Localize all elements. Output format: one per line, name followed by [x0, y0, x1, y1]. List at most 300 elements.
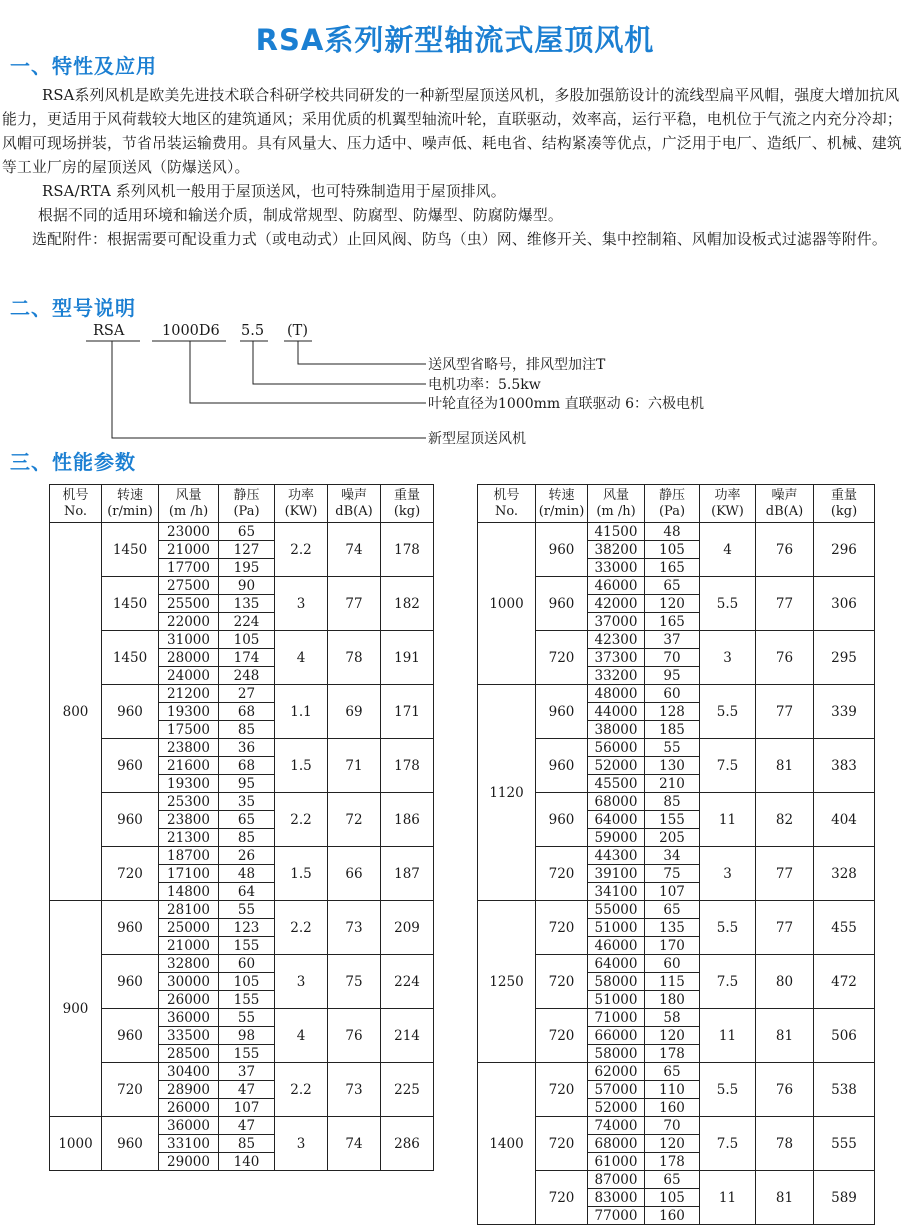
cell-weight: 383: [814, 739, 875, 793]
cell-airflow: 57000: [588, 1081, 645, 1099]
header-pressure-unit: (Pa): [233, 503, 260, 519]
cell-airflow: 52000: [588, 757, 645, 775]
cell-pressure: 105: [645, 1189, 700, 1207]
cell-airflow: 24000: [159, 667, 219, 685]
cell-pressure: 115: [645, 973, 700, 991]
cell-airflow: 71000: [588, 1009, 645, 1027]
cell-speed: 960: [536, 793, 588, 847]
cell-power: 2.2: [275, 1063, 328, 1117]
header-power-unit: (KW): [284, 503, 318, 519]
paragraph-types: 根据不同的适用环境和输送介质，制成常规型、防腐型、防爆型、防腐防爆型。: [38, 207, 563, 224]
cell-pressure: 127: [219, 541, 275, 559]
cell-pressure: 85: [645, 793, 700, 811]
cell-speed: 720: [102, 847, 159, 901]
cell-pressure: 34: [645, 847, 700, 865]
cell-noise: 73: [328, 901, 381, 955]
cell-pressure: 123: [219, 919, 275, 937]
header-pressure: [645, 485, 700, 523]
cell-airflow: 32800: [159, 955, 219, 973]
cell-model-no: 800: [50, 523, 102, 901]
cell-noise: 74: [328, 523, 381, 577]
cell-noise: 77: [756, 847, 814, 901]
cell-noise: 78: [756, 1117, 814, 1171]
cell-airflow: 27500: [159, 577, 219, 595]
cell-airflow: 51000: [588, 919, 645, 937]
cell-model-no: 900: [50, 901, 102, 1117]
cell-speed: 720: [536, 955, 588, 1009]
model-token-series: RSA: [93, 323, 125, 339]
cell-pressure: 155: [219, 1045, 275, 1063]
table-row: [478, 901, 875, 919]
cell-pressure: 130: [645, 757, 700, 775]
cell-weight: 295: [814, 631, 875, 685]
cell-model-no: 1000: [478, 523, 536, 685]
header-airflow-unit: (m /h): [596, 503, 636, 519]
cell-airflow: 83000: [588, 1189, 645, 1207]
cell-airflow: 21600: [159, 757, 219, 775]
header-power: [275, 485, 328, 523]
model-desc-power: 电机功率：5.5kw: [428, 377, 541, 393]
table-row: [50, 577, 434, 595]
features-text: [2, 84, 908, 252]
cell-airflow: 38000: [588, 721, 645, 739]
header-speed-unit: (r/min): [107, 503, 153, 519]
cell-airflow: 25300: [159, 793, 219, 811]
cell-noise: 77: [328, 577, 381, 631]
cell-airflow: 42300: [588, 631, 645, 649]
cell-power: 3: [700, 847, 756, 901]
cell-airflow: 18700: [159, 847, 219, 865]
cell-airflow: 21200: [159, 685, 219, 703]
header-power-label: 功率: [287, 487, 314, 503]
cell-airflow: 21300: [159, 829, 219, 847]
cell-airflow: 77000: [588, 1207, 645, 1225]
header-weight: [381, 485, 434, 523]
cell-model-no: 1400: [478, 1063, 536, 1225]
cell-weight: 225: [381, 1063, 434, 1117]
header-speed: [102, 485, 159, 523]
cell-power: 7.5: [700, 739, 756, 793]
cell-airflow: 48000: [588, 685, 645, 703]
cell-pressure: 185: [645, 721, 700, 739]
cell-airflow: 36000: [159, 1009, 219, 1027]
cell-pressure: 110: [645, 1081, 700, 1099]
table-row: [50, 739, 434, 757]
cell-airflow: 59000: [588, 829, 645, 847]
cell-pressure: 68: [219, 757, 275, 775]
header-noise-unit: dB(A): [765, 503, 804, 519]
cell-weight: 472: [814, 955, 875, 1009]
cell-airflow: 29000: [159, 1153, 219, 1171]
cell-power: 7.5: [700, 1117, 756, 1171]
header-speed-unit: (r/min): [538, 503, 585, 519]
cell-noise: 76: [756, 631, 814, 685]
cell-noise: 76: [756, 523, 814, 577]
cell-airflow: 41500: [588, 523, 645, 541]
cell-airflow: 61000: [588, 1153, 645, 1171]
table-header-row: [50, 485, 434, 523]
cell-airflow: 87000: [588, 1171, 645, 1189]
cell-power: 1.5: [275, 847, 328, 901]
header-weight: [814, 485, 875, 523]
cell-model-no: 1000: [50, 1117, 102, 1171]
header-power-label: 功率: [714, 487, 741, 503]
cell-weight: 187: [381, 847, 434, 901]
cell-airflow: 62000: [588, 1063, 645, 1081]
header-pressure-label: 静压: [658, 487, 685, 503]
cell-pressure: 55: [219, 901, 275, 919]
cell-airflow: 22000: [159, 613, 219, 631]
cell-pressure: 128: [645, 703, 700, 721]
cell-airflow: 30400: [159, 1063, 219, 1081]
cell-speed: 960: [536, 577, 588, 631]
cell-pressure: 165: [645, 613, 700, 631]
cell-pressure: 95: [645, 667, 700, 685]
cell-airflow: 52000: [588, 1099, 645, 1117]
header-no-label: 机号: [62, 487, 89, 503]
paragraph-accessories: 选配附件：根据需要可配设重力式（或电动式）止回风阀、防鸟（虫）网、维修开关、集中控制箱、风帽加设板式过滤器等附件。: [32, 231, 887, 248]
cell-pressure: 135: [219, 595, 275, 613]
cell-airflow: 28100: [159, 901, 219, 919]
model-desc-series: 新型屋顶送风机: [428, 431, 526, 447]
cell-pressure: 155: [645, 811, 700, 829]
cell-power: 3: [275, 577, 328, 631]
cell-power: 11: [700, 793, 756, 847]
cell-power: 4: [275, 631, 328, 685]
header-airflow: [159, 485, 219, 523]
table-row: [478, 955, 875, 973]
cell-power: 5.5: [700, 685, 756, 739]
cell-weight: 191: [381, 631, 434, 685]
cell-pressure: 65: [645, 1171, 700, 1189]
cell-pressure: 60: [645, 955, 700, 973]
cell-pressure: 47: [219, 1081, 275, 1099]
cell-noise: 81: [756, 739, 814, 793]
cell-pressure: 195: [219, 559, 275, 577]
cell-airflow: 64000: [588, 811, 645, 829]
cell-weight: 209: [381, 901, 434, 955]
cell-pressure: 75: [645, 865, 700, 883]
cell-pressure: 140: [219, 1153, 275, 1171]
table-row: [50, 847, 434, 865]
cell-pressure: 107: [645, 883, 700, 901]
cell-noise: 81: [756, 1009, 814, 1063]
cell-power: 4: [700, 523, 756, 577]
cell-pressure: 26: [219, 847, 275, 865]
cell-airflow: 28000: [159, 649, 219, 667]
cell-speed: 960: [102, 1117, 159, 1171]
model-desc-type: 送风型省略号，排风型加注T: [428, 357, 606, 373]
cell-speed: 960: [102, 685, 159, 739]
cell-speed: 960: [102, 793, 159, 847]
model-token-size: 1000D6: [162, 323, 220, 339]
model-token-power: 5.5: [241, 323, 265, 339]
cell-noise: 76: [328, 1009, 381, 1063]
cell-pressure: 120: [645, 1135, 700, 1153]
cell-speed: 720: [536, 1063, 588, 1117]
cell-pressure: 65: [219, 523, 275, 541]
cell-airflow: 23800: [159, 739, 219, 757]
cell-noise: 81: [756, 1171, 814, 1225]
cell-pressure: 85: [219, 1135, 275, 1153]
cell-weight: 186: [381, 793, 434, 847]
cell-speed: 1450: [102, 631, 159, 685]
cell-pressure: 27: [219, 685, 275, 703]
header-power: [700, 485, 756, 523]
cell-speed: 720: [536, 1117, 588, 1171]
header-weight-unit: (kg): [393, 503, 421, 519]
cell-pressure: 170: [645, 937, 700, 955]
cell-airflow: 46000: [588, 577, 645, 595]
header-no: [50, 485, 102, 523]
cell-weight: 404: [814, 793, 875, 847]
cell-noise: 69: [328, 685, 381, 739]
cell-airflow: 37000: [588, 613, 645, 631]
cell-airflow: 58000: [588, 973, 645, 991]
cell-power: 2.2: [275, 523, 328, 577]
cell-pressure: 48: [219, 865, 275, 883]
cell-pressure: 85: [219, 829, 275, 847]
cell-noise: 80: [756, 955, 814, 1009]
table-row: [50, 1063, 434, 1081]
table-row: [478, 1009, 875, 1027]
table-row: [478, 1171, 875, 1189]
header-noise: [756, 485, 814, 523]
cell-pressure: 47: [219, 1117, 275, 1135]
cell-noise: 73: [328, 1063, 381, 1117]
table-row: [478, 577, 875, 595]
cell-airflow: 56000: [588, 739, 645, 757]
cell-speed: 960: [102, 1009, 159, 1063]
cell-noise: 77: [756, 685, 814, 739]
cell-weight: 296: [814, 523, 875, 577]
cell-power: 1.1: [275, 685, 328, 739]
cell-power: 3: [275, 955, 328, 1009]
cell-weight: 328: [814, 847, 875, 901]
cell-pressure: 58: [645, 1009, 700, 1027]
cell-weight: 224: [381, 955, 434, 1009]
cell-airflow: 74000: [588, 1117, 645, 1135]
cell-weight: 506: [814, 1009, 875, 1063]
cell-power: 11: [700, 1009, 756, 1063]
cell-pressure: 160: [645, 1207, 700, 1225]
cell-pressure: 64: [219, 883, 275, 901]
table-row: [478, 685, 875, 703]
cell-pressure: 107: [219, 1099, 275, 1117]
cell-power: 11: [700, 1171, 756, 1225]
cell-pressure: 105: [219, 631, 275, 649]
cell-airflow: 33500: [159, 1027, 219, 1045]
cell-airflow: 31000: [159, 631, 219, 649]
cell-pressure: 65: [645, 577, 700, 595]
table-row: [478, 793, 875, 811]
cell-weight: 589: [814, 1171, 875, 1225]
cell-airflow: 30000: [159, 973, 219, 991]
cell-noise: 74: [328, 1117, 381, 1171]
cell-weight: 455: [814, 901, 875, 955]
table-row: [50, 523, 434, 541]
header-no-unit: No.: [63, 503, 88, 519]
cell-airflow: 21000: [159, 937, 219, 955]
header-pressure: [219, 485, 275, 523]
header-speed-label: 转速: [548, 487, 575, 503]
header-weight-label: 重量: [393, 487, 420, 503]
cell-power: 5.5: [700, 577, 756, 631]
header-speed-label: 转速: [116, 487, 143, 503]
cell-airflow: 51000: [588, 991, 645, 1009]
cell-pressure: 48: [645, 523, 700, 541]
cell-airflow: 17700: [159, 559, 219, 577]
cell-airflow: 34100: [588, 883, 645, 901]
cell-pressure: 180: [645, 991, 700, 1009]
cell-airflow: 14800: [159, 883, 219, 901]
cell-airflow: 21000: [159, 541, 219, 559]
cell-pressure: 210: [645, 775, 700, 793]
header-no-unit: No.: [494, 503, 519, 519]
cell-weight: 339: [814, 685, 875, 739]
cell-pressure: 105: [219, 973, 275, 991]
cell-pressure: 155: [219, 937, 275, 955]
cell-speed: 720: [536, 1009, 588, 1063]
cell-airflow: 26000: [159, 1099, 219, 1117]
cell-pressure: 248: [219, 667, 275, 685]
header-noise: [328, 485, 381, 523]
cell-airflow: 37300: [588, 649, 645, 667]
cell-noise: 76: [756, 1063, 814, 1117]
header-noise-label: 噪声: [771, 487, 798, 503]
cell-power: 5.5: [700, 901, 756, 955]
cell-speed: 720: [102, 1063, 159, 1117]
model-token-type: (T): [287, 323, 308, 339]
section-heading-performance: 三、性能参数: [10, 450, 136, 474]
cell-pressure: 105: [645, 541, 700, 559]
table-header-row: [478, 485, 875, 523]
cell-speed: 720: [536, 631, 588, 685]
cell-pressure: 178: [645, 1045, 700, 1063]
paragraph-usage: RSA/RTA 系列风机一般用于屋顶送风，也可特殊制造用于屋顶排风。: [42, 183, 506, 200]
table-row: [478, 739, 875, 757]
cell-noise: 75: [328, 955, 381, 1009]
cell-airflow: 68000: [588, 1135, 645, 1153]
cell-power: 5.5: [700, 1063, 756, 1117]
cell-pressure: 85: [219, 721, 275, 739]
cell-airflow: 25500: [159, 595, 219, 613]
cell-weight: 171: [381, 685, 434, 739]
cell-speed: 960: [102, 955, 159, 1009]
cell-pressure: 35: [219, 793, 275, 811]
cell-pressure: 174: [219, 649, 275, 667]
performance-table-right: [477, 484, 875, 1225]
cell-airflow: 55000: [588, 901, 645, 919]
cell-pressure: 224: [219, 613, 275, 631]
cell-pressure: 155: [219, 991, 275, 1009]
cell-airflow: 33200: [588, 667, 645, 685]
cell-model-no: 1250: [478, 901, 536, 1063]
header-noise-unit: dB(A): [335, 503, 373, 519]
cell-airflow: 42000: [588, 595, 645, 613]
header-no-label: 机号: [493, 487, 520, 503]
cell-airflow: 46000: [588, 937, 645, 955]
cell-weight: 306: [814, 577, 875, 631]
cell-power: 7.5: [700, 955, 756, 1009]
paragraph-intro: RSA系列风机是欧美先进技术联合科研学校共同研发的一种新型屋顶送风机，多股加强筋设计的流线型扁平风帽，强度大增加抗风能力，更适用于风荷载较大地区的建筑通风；采用优质的机翼型轴流叶轮，直联驱动，效率高，运行平稳，电机位于气流之内充分冷却；风帽可现场拼装，节省吊装运输费用。具有风量大、压力适中、噪声低、耗电省、结构紧凑等优点，广泛用于电厂、造纸厂、机械、建筑等工业厂房的屋顶送风（防爆送风）。: [2, 87, 902, 176]
cell-airflow: 28900: [159, 1081, 219, 1099]
cell-airflow: 19300: [159, 703, 219, 721]
cell-pressure: 65: [645, 1063, 700, 1081]
cell-power: 2.2: [275, 901, 328, 955]
cell-speed: 720: [536, 901, 588, 955]
cell-power: 4: [275, 1009, 328, 1063]
page-title: RSA系列新型轴流式屋顶风机: [255, 23, 655, 57]
cell-airflow: 23000: [159, 523, 219, 541]
header-no: [478, 485, 536, 523]
cell-pressure: 60: [645, 685, 700, 703]
cell-airflow: 45500: [588, 775, 645, 793]
section-heading-model: 二、型号说明: [10, 296, 136, 320]
cell-speed: 720: [536, 1171, 588, 1225]
cell-pressure: 165: [645, 559, 700, 577]
cell-pressure: 98: [219, 1027, 275, 1045]
cell-speed: 1450: [102, 523, 159, 577]
cell-airflow: 58000: [588, 1045, 645, 1063]
header-power-unit: (KW): [711, 503, 744, 519]
table-row: [50, 631, 434, 649]
header-airflow-label: 风量: [175, 487, 202, 503]
cell-speed: 1450: [102, 577, 159, 631]
table-row: [478, 631, 875, 649]
cell-pressure: 120: [645, 595, 700, 613]
cell-pressure: 70: [645, 1117, 700, 1135]
cell-pressure: 95: [219, 775, 275, 793]
header-airflow-unit: (m /h): [168, 503, 209, 519]
cell-pressure: 65: [219, 811, 275, 829]
cell-airflow: 19300: [159, 775, 219, 793]
table-row: [50, 685, 434, 703]
cell-pressure: 60: [219, 955, 275, 973]
cell-pressure: 90: [219, 577, 275, 595]
table-row: [50, 901, 434, 919]
header-airflow-label: 风量: [602, 487, 629, 503]
cell-speed: 960: [536, 685, 588, 739]
cell-airflow: 66000: [588, 1027, 645, 1045]
cell-pressure: 37: [645, 631, 700, 649]
cell-pressure: 178: [645, 1153, 700, 1171]
cell-speed: 960: [536, 739, 588, 793]
cell-noise: 78: [328, 631, 381, 685]
table-row: [50, 1009, 434, 1027]
header-pressure-label: 静压: [233, 487, 260, 503]
table-row: [478, 847, 875, 865]
cell-airflow: 23800: [159, 811, 219, 829]
cell-airflow: 36000: [159, 1117, 219, 1135]
cell-power: 2.2: [275, 793, 328, 847]
table-row: [50, 955, 434, 973]
table-row: [50, 793, 434, 811]
cell-airflow: 25000: [159, 919, 219, 937]
cell-noise: 77: [756, 901, 814, 955]
cell-model-no: 1120: [478, 685, 536, 901]
cell-airflow: 39100: [588, 865, 645, 883]
section-heading-features: 一、特性及应用: [10, 54, 157, 78]
cell-airflow: 64000: [588, 955, 645, 973]
header-weight-unit: (kg): [830, 503, 858, 519]
cell-weight: 182: [381, 577, 434, 631]
cell-speed: 720: [536, 847, 588, 901]
model-desc-size: 叶轮直径为1000mm 直联驱动 6：六极电机: [428, 396, 704, 412]
cell-airflow: 17100: [159, 865, 219, 883]
table-row: [478, 523, 875, 541]
cell-noise: 72: [328, 793, 381, 847]
